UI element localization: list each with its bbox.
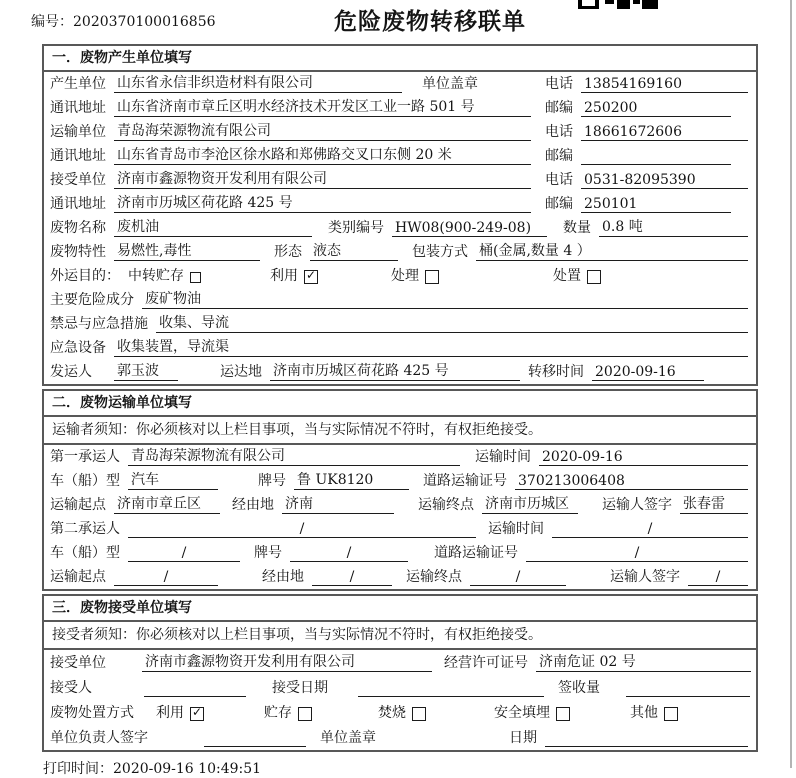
plate-label: 牌号 [258,473,286,489]
date-label: 日期 [509,730,537,746]
print-time-value: 2020-09-16 10:49:51 [113,761,262,777]
transfer-time-value: 2020-09-16 [592,364,704,381]
qr-code-icon [578,0,658,10]
transport-time-label: 运输时间 [488,521,544,537]
disposal-option-label: 贮存 [264,705,292,721]
receiver-notice: 接受者须知：你必须核对以上栏目事项，当与实际情况不符时，有权拒绝接受。 [44,622,756,650]
row-vehicle-1 [44,469,756,493]
disposal-method-label: 废物处置方式 [50,705,134,721]
shipper-value: 郭玉波 [114,360,178,381]
serial-value: 2020370100016856 [73,14,216,30]
producer-phone-value: 13854169160 [581,76,748,93]
responsible-sign-value [204,746,306,747]
receiver-label: 接受单位 [50,172,106,188]
category-code-value: HW08(900-249-08) [392,220,547,237]
form-value: 液态 [310,240,398,261]
receiver-person-label: 接受人 [50,680,92,696]
terminus-label: 运输终点 [418,497,474,513]
transfer-time-label: 转移时间 [528,364,584,380]
receiver-address-value: 济南市历城区荷花路 425 号 [114,192,531,213]
receiving-unit-value: 济南市鑫源物资开发利用有限公司 [142,651,432,672]
transport-time-label: 运输时间 [475,449,531,465]
row-transporter-address [44,144,756,168]
checkbox-transit-storage [190,272,201,283]
phone-label: 电话 [545,76,573,92]
via-2-value: / [312,569,392,586]
packing-label: 包装方式 [412,244,468,260]
row-shipper [44,360,756,384]
purpose-option-label: 利用 [270,268,298,284]
print-time-label: 打印时间： [43,761,113,777]
zip-label: 邮编 [545,196,573,212]
receiving-unit-label: 接受单位 [50,655,106,671]
section-transporter [42,389,758,591]
row-waste-character [44,240,756,264]
via-label: 经由地 [262,569,304,585]
responsible-sign-label: 单位负责人签字 [50,730,148,746]
transporter-notice: 运输者须知：你必须核对以上栏目事项，当与实际情况不符时，有权拒绝接受。 [44,417,756,445]
row-responsible-signature [44,725,756,750]
form-label: 形态 [274,244,302,260]
zip-label: 邮编 [545,148,573,164]
carrier-sign-value: 张春雷 [680,493,748,514]
vehicle-type-label: 车（船）型 [50,545,120,561]
checkbox-dispose [587,270,601,284]
row-first-carrier [44,445,756,469]
vehicle-type-2-value: / [128,545,240,562]
terminus-label: 运输终点 [406,569,462,585]
section-receiver-header: 三．废物接受单位填写 [44,596,756,622]
producer-address-value: 山东省济南市章丘区明水经济技术开发区工业一路 501 号 [114,96,531,117]
checkbox-other [664,707,678,721]
road-permit-value: 370213006408 [515,473,748,490]
signed-amount-label: 签收量 [558,680,600,696]
section-transporter-header: 二．废物运输单位填写 [44,391,756,417]
address-label: 通讯地址 [50,100,106,116]
producer-zip-value: 250200 [581,100,731,117]
row-receiver [44,168,756,192]
license-value: 济南危证 02 号 [536,651,751,672]
emergency-equipment-value: 收集装置，导流渠 [114,336,748,357]
row-receiver-address [44,192,756,216]
transporter-label: 运输单位 [50,124,106,140]
waste-character-label: 废物特性 [50,244,106,260]
purpose-option-label: 中转贮存 [128,268,184,284]
shipper-label: 发运人 [50,364,92,380]
checkbox-storage [298,707,312,721]
receive-date-label: 接受日期 [272,680,328,696]
packing-value: 桶(金属,数量 4 ） [476,240,748,261]
section-producer-header: 一．废物产生单位填写 [44,46,756,72]
vehicle-type-value: 汽车 [128,469,218,490]
address-label: 通讯地址 [50,196,106,212]
terminus-2-value: / [470,569,566,586]
scrollbar[interactable] [790,0,792,768]
carrier-sign-label: 运输人签字 [610,569,680,585]
waste-name-value: 废机油 [114,216,312,237]
origin-label: 运输起点 [50,497,106,513]
second-carrier-value: / [128,521,476,538]
vehicle-type-label: 车（船）型 [50,473,120,489]
phone-label: 电话 [545,124,573,140]
receiver-person-value [144,696,246,697]
carrier-sign-label: 运输人签字 [602,497,672,513]
disposal-option-label: 安全填埋 [494,705,550,721]
receive-date-value [358,696,544,697]
serial-label: 编号： [31,14,73,30]
origin-2-value: / [114,569,218,586]
checkbox-incinerate [412,707,426,721]
row-waste-name [44,216,756,240]
plate-2-value: / [290,545,408,562]
transporter-zip-value [581,164,731,165]
row-emergency-equipment [44,336,756,360]
row-disposal-method [44,700,756,725]
row-transfer-purpose [44,264,756,288]
receiver-value: 济南市鑫源物资开发利用有限公司 [114,168,531,189]
section-producer [42,44,758,386]
purpose-option-label: 处置 [553,268,581,284]
destination-label: 运达地 [220,364,262,380]
disposal-option-label: 利用 [156,705,184,721]
waste-character-value: 易燃性,毒性 [114,240,260,261]
unit-seal-label: 单位盖章 [422,76,478,92]
row-receiving-unit [44,650,756,675]
road-permit-label: 道路运输证号 [434,545,518,561]
origin-value: 济南市章丘区 [114,493,220,514]
disposal-option-label: 其他 [630,705,658,721]
terminus-value: 济南市历城区 [482,493,578,514]
waste-name-label: 废物名称 [50,220,106,236]
hazard-value: 废矿物油 [142,288,748,309]
carrier-sign-2-value: / [688,569,748,586]
emergency-measures-value: 收集、导流 [156,312,748,333]
plate-label: 牌号 [254,545,282,561]
date-value [545,746,748,747]
purpose-option-label: 处理 [391,268,419,284]
producer-label: 产生单位 [50,76,106,92]
hazard-label: 主要危险成分 [50,292,134,308]
signed-amount-value [626,696,750,697]
row-second-carrier [44,517,756,541]
checkbox-utilize [304,270,318,284]
document-header [0,0,796,44]
emergency-equipment-label: 应急设备 [50,340,106,356]
disposal-option-label: 焚烧 [378,705,406,721]
zip-label: 邮编 [545,100,573,116]
section-receiver [42,594,758,752]
purpose-label: 外运目的： [50,268,120,284]
print-time [43,758,796,778]
checkbox-treat [425,270,439,284]
producer-value: 山东省永信非织造材料有限公司 [114,72,402,93]
road-permit-2-value: / [526,545,748,562]
address-label: 通讯地址 [50,148,106,164]
emergency-measures-label: 禁忌与应急措施 [50,316,148,332]
row-producer-address [44,96,756,120]
checkbox-landfill [556,707,570,721]
road-permit-label: 道路运输证号 [423,473,507,489]
via-value: 济南 [282,493,394,514]
transporter-phone-value: 18661672606 [581,124,748,141]
receiver-zip-value: 250101 [581,196,731,213]
origin-label: 运输起点 [50,569,106,585]
destination-value: 济南市历城区荷花路 425 号 [270,360,520,381]
plate-value: 鲁 UK8120 [294,469,409,490]
phone-label: 电话 [545,172,573,188]
row-producer [44,72,756,96]
category-code-label: 类别编号 [328,220,384,236]
license-label: 经营许可证号 [444,655,528,671]
row-route-2 [44,565,756,589]
transporter-address-value: 山东省青岛市李沧区徐水路和郑佛路交叉口东侧 20 米 [114,144,531,165]
first-carrier-label: 第一承运人 [50,449,120,465]
checkbox-utilize-2 [190,707,204,721]
via-label: 经由地 [232,497,274,513]
first-carrier-value: 青岛海荣源物流有限公司 [128,445,460,466]
row-receiver-person [44,675,756,700]
row-vehicle-2 [44,541,756,565]
transport-time-value: 2020-09-16 [539,449,748,466]
row-transporter [44,120,756,144]
transport-time-2-value: / [552,521,748,538]
unit-seal-label: 单位盖章 [320,730,376,746]
receiver-phone-value: 0531-82095390 [581,172,748,189]
quantity-value: 0.8 吨 [599,216,748,237]
quantity-label: 数量 [563,220,591,236]
second-carrier-label: 第二承运人 [50,521,120,537]
row-route-1 [44,493,756,517]
transfer-form [42,44,758,752]
row-emergency-measures [44,312,756,336]
row-hazard-component [44,288,756,312]
transporter-value: 青岛海荣源物流有限公司 [114,120,531,141]
page-title: 危险废物转移联单 [334,8,526,35]
